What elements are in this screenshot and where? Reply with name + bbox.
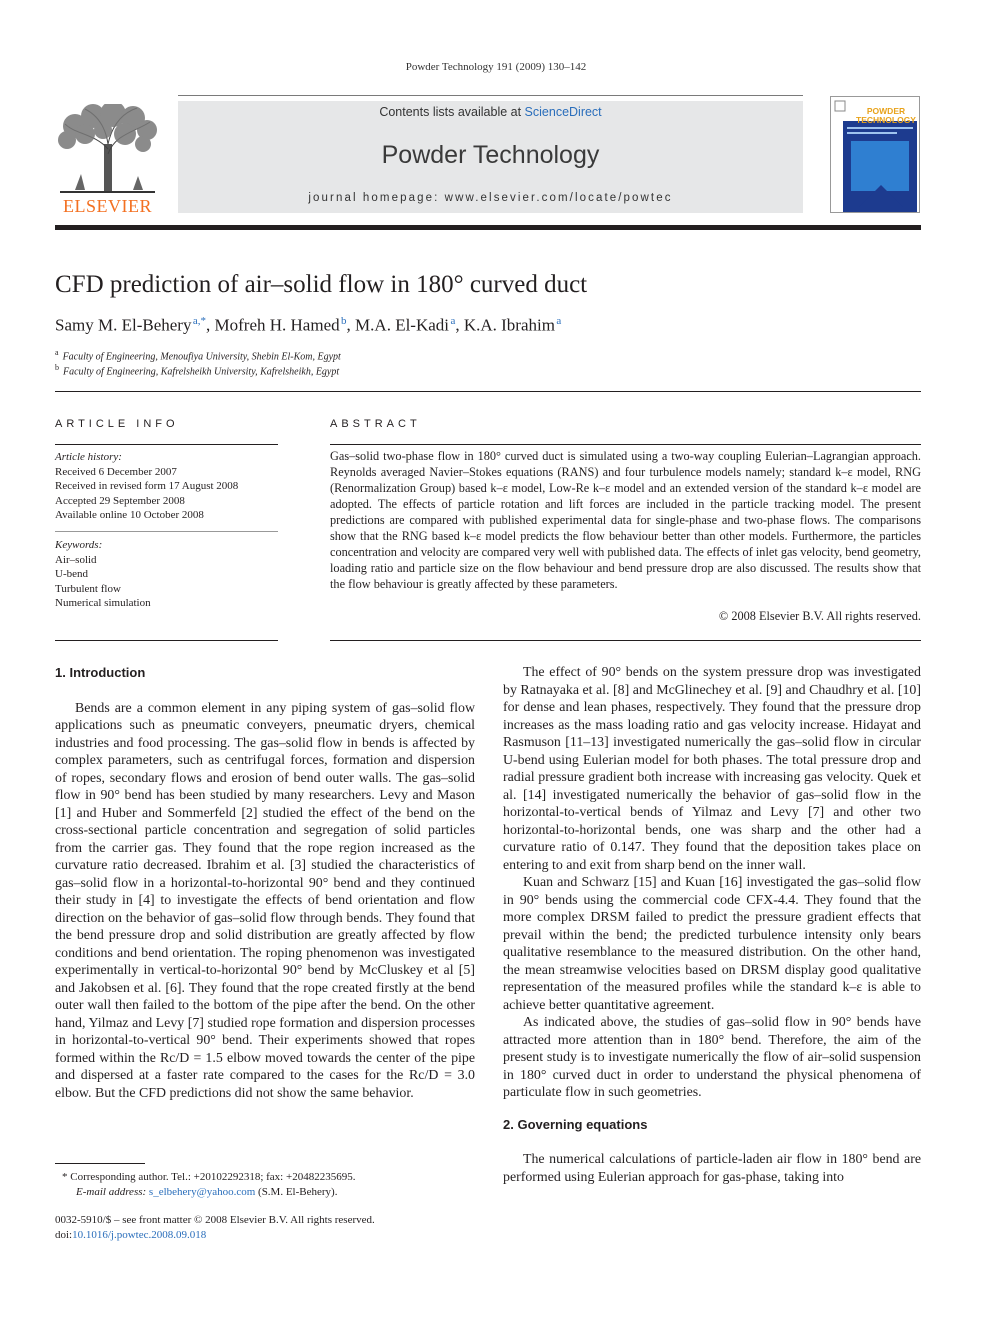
email-label: E-mail address: bbox=[76, 1186, 149, 1198]
abstract-rule bbox=[330, 444, 921, 445]
journal-citation: Powder Technology 191 (2009) 130–142 bbox=[405, 61, 587, 73]
body-right-column bbox=[503, 664, 921, 1186]
history-item: Accepted 29 September 2008 bbox=[55, 494, 185, 507]
section-divider bbox=[55, 391, 921, 392]
history-label: Article history: bbox=[55, 451, 122, 463]
elsevier-wordmark: ELSEVIER bbox=[63, 196, 152, 216]
abstract-copyright: © 2008 Elsevier B.V. All rights reserved. bbox=[718, 609, 921, 623]
affiliation-text: Faculty of Engineering, Kafrelsheikh University, Kafrelsheikh, Egypt bbox=[63, 366, 340, 378]
keywords-label: Keywords: bbox=[55, 539, 103, 551]
article-info-heading: ARTICLE INFO bbox=[55, 418, 179, 430]
keyword-item: Numerical simulation bbox=[55, 597, 151, 609]
article-history bbox=[55, 450, 278, 523]
keyword-item: U-bend bbox=[55, 568, 88, 580]
section-heading: 1. Introduction bbox=[55, 665, 146, 680]
abstract-bottom-rule bbox=[330, 640, 921, 641]
paragraph: The numerical calculations of particle-laden air flow in 180° bend are performed using Eulerian approach for gas-phase, taking into bbox=[503, 1152, 921, 1185]
abstract-text: Gas–solid two-phase flow in 180° curved duct is simulated using a two-way coupling Eulerian–Lagrangian approach. Reynolds averaged Navier–Stokes equations (RANS) and four turbulence models namely; standard k–ε model, RNG (Renormalization Group) based k–ε model, Low-Re k–ε model and an extended version of the standard k–ε model are adopted. The effects of particle rotation and lift forces are included in the particle tracking model. The present predictions are compared with published experimental data for single-phase and two-phase flows. The comparisons show that the RNG based k–ε model predicts the flow behaviour better than other models. Furthermore, the particles concentration and velocity are compared very well with published data. The effects of inlet gas velocity, bend geometry, loading ratio and particle size on the flow behaviour and bend pressure drop are also discussed. The results show that the flow behaviour is greatly affected by these parameters. bbox=[330, 449, 921, 591]
article-info-bottom-rule bbox=[55, 640, 278, 641]
author-list: Samy M. El-Behery $^{a,*}$, Mofreh H. Hamed $^b$, M.A. El-Kadi $^a$, K.A. Ibrahim $^a$ bbox=[55, 315, 562, 335]
author-name: Samy M. El-Behery bbox=[55, 315, 192, 335]
article-title: CFD prediction of air–solid flow in 180° curved duct bbox=[55, 271, 588, 298]
doi-line bbox=[55, 1228, 206, 1243]
author-name: M.A. El-Kadi bbox=[355, 315, 450, 335]
body-left-column bbox=[55, 664, 475, 1102]
header-thick-rule bbox=[55, 225, 921, 230]
affiliation bbox=[55, 348, 341, 362]
affiliation-mark: b bbox=[55, 363, 59, 372]
keyword-item: Air–solid bbox=[55, 553, 97, 566]
affiliation-text: Faculty of Engineering, Menoufiya University, Shebin El-Kom, Egypt bbox=[62, 351, 341, 363]
author-affiliation-mark[interactable]: a,* bbox=[192, 315, 207, 327]
issn-line: 0032-5910/$ – see front matter © 2008 Elsevier B.V. All rights reserved. bbox=[55, 1214, 375, 1226]
email-link[interactable]: s_elbehery@yahoo.com bbox=[148, 1186, 256, 1198]
doi-label: doi: bbox=[55, 1229, 73, 1241]
paragraph: Bends are a common element in any piping system of gas–solid flow applications such as pneumatic conveyers, pneumatic dryers, chemical industries and food processing. The gas–solid flow in bends is affected by complex parameters, such as centrifugal forces, formation and dispersion of ropes, secondary flows and erosion of bend outer walls. The gas–solid flow in 90° bend has been studied by many researchers. Levy and Mason [1] and Huber and Sommerfeld [2] studied the effect of the bend on the cross-sectional particle concentration and segregation of solid particles from the carrier gas. They found that the rope region increased as the curvature ratio decreased. Ibrahim et al. [3] studied the characteristics of gas–solid flow in a horizontal-to-horizontal 90° bend and they continued their study in [4] to investigate the effects of bend orientation and flow direction on the behavior of gas–solid flow through bends. They found that the bend pressure drop and solid distribution are greatly affected by flow conditions and bend orientation. The roping phenomenon was investigated experimentally in vertical-to-horizontal 90° bend by McCluskey et al [5] and Jakobsen et al. [6]. They found that the rope created firstly at the bend outer wall then failed to the bottom of the pipe after the bend. On the other hand, Yilmaz and Levy [7] studied rope formation and dispersion processes in horizontal-to-vertical 90° bend. Their experiments showed that ropes formed within the Rc/D = 1.5 elbow moved towards the center of the pipe and dispersed at a faster rate compared to the cases for the Rc/D = 3.0 elbow. But the CFD predictions did not show the same behavior. bbox=[55, 700, 475, 1101]
sciencedirect-link[interactable]: ScienceDirect bbox=[524, 105, 602, 119]
author-affiliation-mark[interactable]: a bbox=[450, 315, 456, 327]
contents-line bbox=[178, 105, 803, 119]
history-item: Received 6 December 2007 bbox=[55, 465, 177, 478]
history-item: Available online 10 October 2008 bbox=[55, 509, 204, 521]
article-info-rule bbox=[55, 444, 278, 445]
journal-name: Powder Technology bbox=[381, 141, 600, 169]
contents-prefix: Contents lists available at bbox=[379, 105, 525, 119]
affiliation bbox=[55, 363, 339, 377]
cover-title: POWDER TECHNOLOGY bbox=[856, 106, 916, 125]
email-suffix: (S.M. El-Behery). bbox=[255, 1186, 338, 1198]
author-name: Mofreh H. Hamed bbox=[214, 315, 340, 335]
keywords-rule bbox=[55, 531, 278, 532]
corresponding-author-note: * Corresponding author. Tel.: +20102292318; fax: +20482235695. bbox=[62, 1171, 356, 1183]
footnote-rule bbox=[55, 1163, 145, 1164]
doi-link[interactable]: 10.1016/j.powtec.2008.09.018 bbox=[72, 1229, 207, 1241]
history-item: Received in revised form 17 August 2008 bbox=[55, 480, 239, 492]
journal-homepage[interactable]: journal homepage: www.elsevier.com/locate/powtec bbox=[308, 192, 673, 204]
email-note bbox=[76, 1185, 337, 1200]
keyword-item: Turbulent flow bbox=[55, 582, 121, 595]
keywords bbox=[55, 538, 278, 611]
abstract-heading: ABSTRACT bbox=[330, 418, 421, 430]
author-affiliation-mark[interactable]: a bbox=[556, 315, 562, 327]
paragraph: As indicated above, the studies of gas–solid flow in 90° bends have attracted more attention than in 180° bend. Therefore, the aim of the present study is to investigate numerically the flow of air–solid suspension in 180° curved duct in order to understand the physical phenomena of particulate flow in such geometries. bbox=[503, 1015, 921, 1100]
affiliation-mark: a bbox=[55, 348, 59, 357]
paragraph: Kuan and Schwarz [15] and Kuan [16] investigated the gas–solid flow in 90° bends using the commercial code CFX-4.4. They found that the more complex DRSM failed to predict the pressure gradient effects that prevail within the bend; the predicted turbulence intensity only bears qualitative resemblance to the measured distribution. On the other hand, the mean streamwise velocities based on DRSM display good qualitative representation of the measured profiles while the standard k–ε is able to achieve better quantitative agreement. bbox=[503, 875, 921, 1013]
author-affiliation-mark[interactable]: b bbox=[341, 315, 347, 327]
section-heading: 2. Governing equations bbox=[503, 1116, 648, 1132]
paragraph: The effect of 90° bends on the system pressure drop was investigated by Ratnayaka et al. [8] and McGlinechey et al. [9] and Chaudhry et al. [10] for dense and lean phases, respectively. They found that the pressure drop increases as the mass loading ratio and gas velocity increase. Hidayat and Rasmuson [11–13] investigated numerically the gas–solid flow in circular U-bend using Eulerian model for both phases. The total pressure drop and radial pressure gradient both increase with increasing gas velocity. Quek et al. [14] investigated numerically the behavior of gas–solid flow in the horizontal-to-vertical bends of Yilmaz and Levy [7] and other two horizontal-to-horizontal bends, one was sharp and the other had a curvature ratio of 0.147. They found that the deposition takes place on entering to and exit from sharp bend on the inner wall. bbox=[503, 665, 921, 873]
header-top-rule bbox=[178, 95, 803, 96]
journal-cover-image bbox=[830, 96, 920, 213]
journal-banner bbox=[178, 101, 803, 213]
author-name: K.A. Ibrahim bbox=[463, 315, 555, 335]
